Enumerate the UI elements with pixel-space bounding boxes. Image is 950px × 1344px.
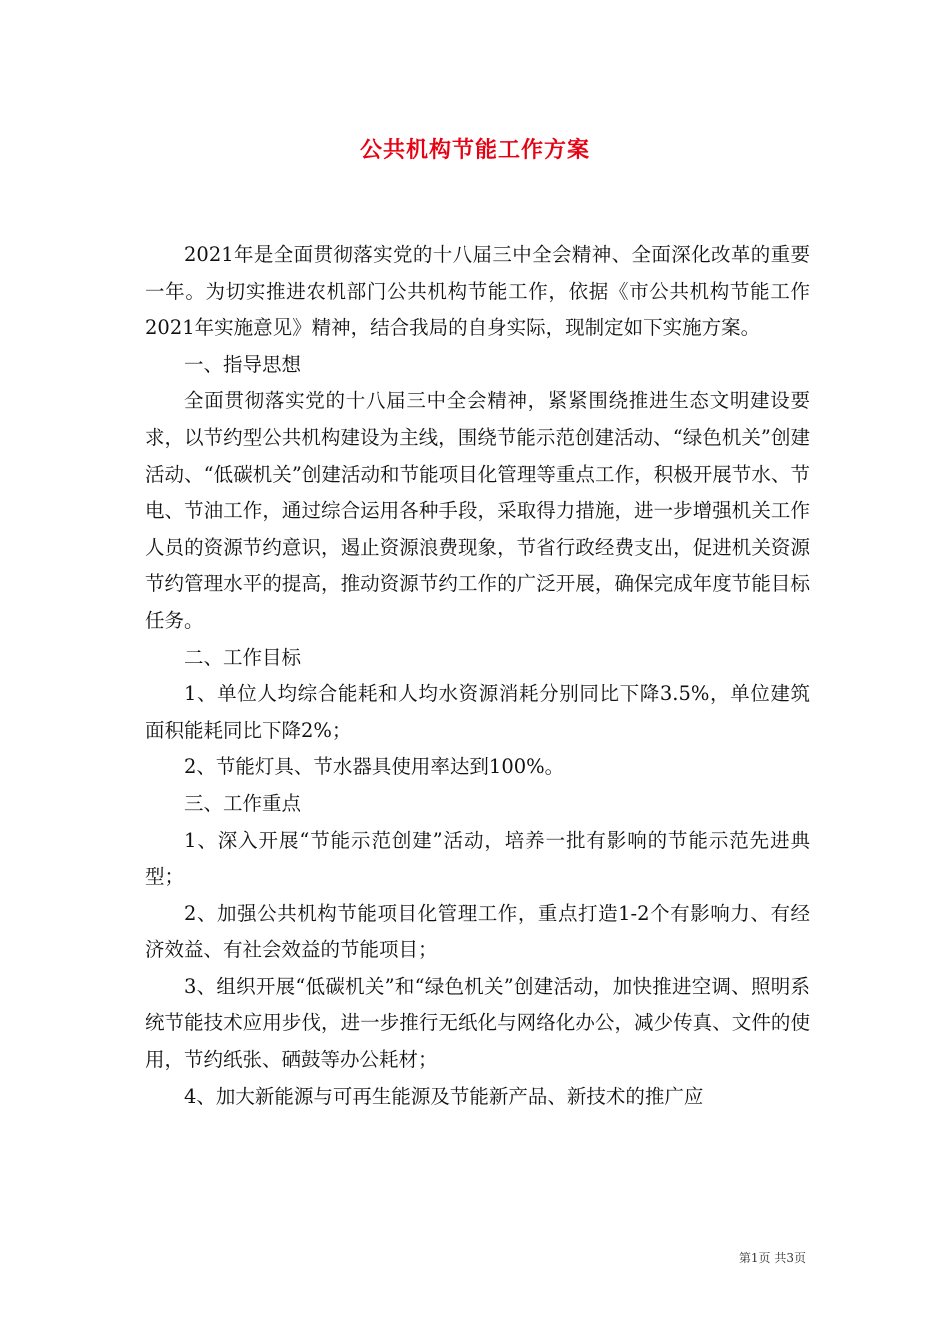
document-title: 公共机构节能工作方案 (359, 137, 590, 163)
paragraph-goal-2: 2、节能灯具、节水器具使用率达到100%。 (184, 755, 565, 779)
section-heading-guiding-ideology: 一、指导思想 (184, 352, 302, 376)
paragraph-focus-1: 1、深入开展“节能示范创建”活动，培养一批有影响的节能示范先进典型； (145, 828, 810, 889)
page-number-footer: 第1页 共3页 (738, 1251, 806, 1265)
section-heading-work-goals: 二、工作目标 (184, 645, 302, 669)
document-body (145, 237, 810, 1115)
paragraph-guiding-ideology: 全面贯彻落实党的十八届三中全会精神，紧紧围绕推进生态文明建设要求，以节约型公共机构建设为主线，围绕节能示范创建活动、“绿色机关”创建活动、“低碳机关”创建活动和节能项目化管理等重点工作，积极开展节水、节电、节油工作，通过综合运用各种手段，采取得力措施，进一步增强机关工作人员的资源节约意识，遏止资源浪费现象，节省行政经费支出，促进机关资源节约管理水平的提高，推动资源节约工作的广泛开展，确保完成年度节能目标任务。 (145, 389, 810, 632)
paragraph-intro: 2021年是全面贯彻落实党的十八届三中全会精神、全面深化改革的重要一年。为切实推进农机部门公共机构节能工作，依据《市公共机构节能工作2021年实施意见》精神，结合我局的自身实际，现制定如下实施方案。 (145, 243, 810, 340)
section-heading-work-focus: 三、工作重点 (184, 791, 302, 815)
paragraph-focus-4: 4、加大新能源与可再生能源及节能新产品、新技术的推广应 (184, 1084, 704, 1108)
paragraph-goal-1: 1、单位人均综合能耗和人均水资源消耗分别同比下降3.5%，单位建筑面积能耗同比下降2%； (145, 682, 810, 742)
paragraph-focus-3: 3、组织开展“低碳机关”和“绿色机关”创建活动，加快推进空调、照明系统节能技术应用步伐，进一步推行无纸化与网络化办公，减少传真、文件的使用，节约纸张、硒鼓等办公耗材； (145, 974, 810, 1072)
paragraph-focus-2: 2、加强公共机构节能项目化管理工作，重点打造1-2个有影响力、有经济效益、有社会效益的节能项目； (145, 901, 810, 962)
